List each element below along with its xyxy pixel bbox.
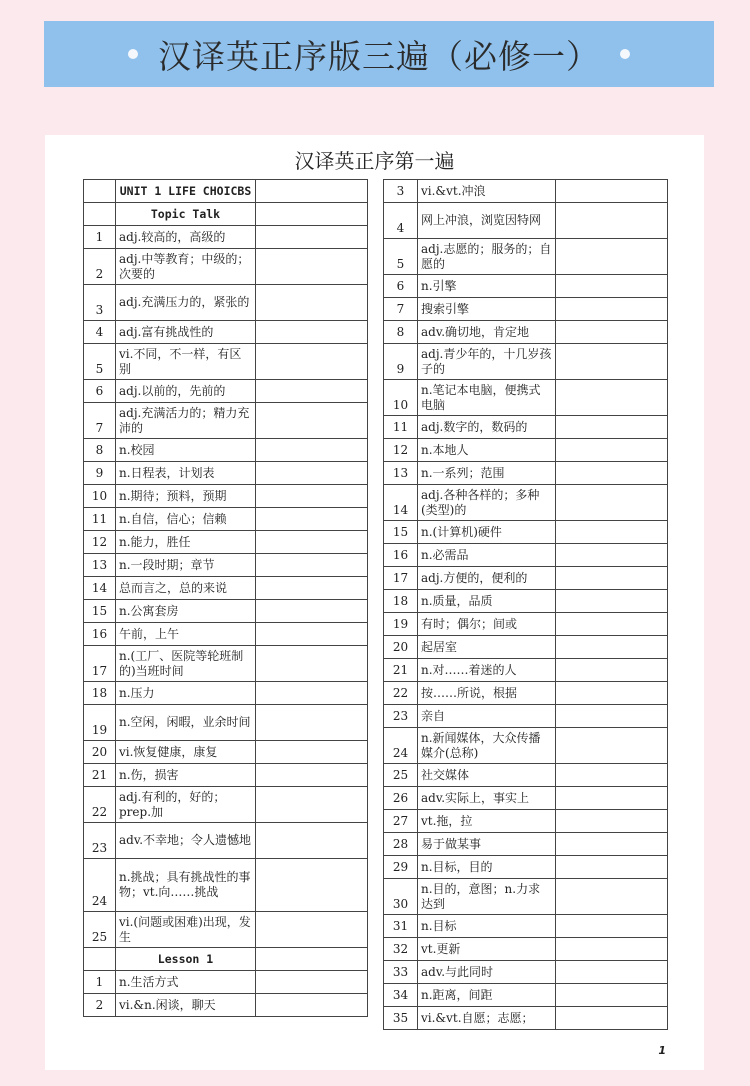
chinese-definition: adj.充满压力的，紧张的 [116,285,256,321]
answer-cell [556,879,668,915]
table-row [84,249,368,285]
row-number: 3 [84,285,116,321]
table-row [384,567,668,590]
table-row [84,439,368,462]
row-number: 1 [84,226,116,249]
row-number: 21 [384,659,418,682]
answer-cell [556,764,668,787]
answer-cell [256,859,368,912]
answer-cell [556,180,668,203]
chinese-definition: adv.与此同时 [418,961,556,984]
row-number: 16 [84,623,116,646]
answer-cell [556,728,668,764]
chinese-definition: 总而言之，总的来说 [116,577,256,600]
table-row [84,531,368,554]
answer-cell [256,577,368,600]
row-number: 19 [84,705,116,741]
row-number: 3 [384,180,418,203]
table-row [384,764,668,787]
answer-cell [556,521,668,544]
row-number: 18 [84,682,116,705]
chinese-definition: vt.拖，拉 [418,810,556,833]
chinese-definition: n.空闲，闲暇，业余时间 [116,705,256,741]
chinese-definition: 午前，上午 [116,623,256,646]
row-number: 25 [384,764,418,787]
answer-cell [556,856,668,879]
table-row [384,984,668,1007]
chinese-definition: n.目的，意图；n.力求达到 [418,879,556,915]
answer-cell [556,1007,668,1030]
table-row [84,912,368,948]
table-row [84,577,368,600]
table-row [84,623,368,646]
row-number: 24 [84,859,116,912]
row-number: 13 [384,462,418,485]
row-number: 17 [84,646,116,682]
answer-cell [256,823,368,859]
row-number: 6 [84,380,116,403]
chinese-definition: n.对……着迷的人 [418,659,556,682]
chinese-definition: adv.确切地，肯定地 [418,321,556,344]
chinese-definition: vi.&n.闲谈，聊天 [116,994,256,1017]
chinese-definition: adj.较高的，高级的 [116,226,256,249]
table-row [384,613,668,636]
table-row [84,741,368,764]
row-number: 28 [384,833,418,856]
chinese-definition: 搜索引擎 [418,298,556,321]
chinese-definition: adj.数字的，数码的 [418,416,556,439]
chinese-definition: n.引擎 [418,275,556,298]
chinese-definition: 网上冲浪，浏览因特网 [418,203,556,239]
chinese-definition: adj.有利的，好的；prep.加 [116,787,256,823]
row-number: 24 [384,728,418,764]
row-number [84,180,116,203]
chinese-definition: n.日程表，计划表 [116,462,256,485]
row-number: 4 [384,203,418,239]
vocab-table-right [383,179,668,1030]
answer-cell [556,416,668,439]
row-number: 9 [384,344,418,380]
table-row [384,416,668,439]
answer-cell [256,646,368,682]
table-row [84,682,368,705]
row-number: 27 [384,810,418,833]
section-heading: Topic Talk [116,203,256,226]
table-row [84,705,368,741]
row-number: 12 [84,531,116,554]
chinese-definition: 易于做某事 [418,833,556,856]
row-number: 23 [384,705,418,728]
chinese-definition: 起居室 [418,636,556,659]
answer-cell [556,915,668,938]
answer-cell [556,613,668,636]
answer-cell [556,787,668,810]
chinese-definition: adv.实际上，事实上 [418,787,556,810]
row-number: 11 [84,508,116,531]
table-row [384,544,668,567]
answer-cell [256,682,368,705]
row-number: 35 [384,1007,418,1030]
table-row [84,823,368,859]
chinese-definition: vi.&vt.自愿；志愿； [418,1007,556,1030]
table-row [384,298,668,321]
banner-dot-right [620,49,630,59]
chinese-definition: n.目标，目的 [418,856,556,879]
answer-cell [256,600,368,623]
row-number: 20 [84,741,116,764]
table-row [384,833,668,856]
table-row [384,728,668,764]
answer-cell [556,961,668,984]
row-number: 7 [84,403,116,439]
chinese-definition: n.伤，损害 [116,764,256,787]
chinese-definition: n.质量，品质 [418,590,556,613]
row-number: 33 [384,961,418,984]
table-row [384,961,668,984]
table-row [384,938,668,961]
table-row [84,646,368,682]
answer-cell [256,485,368,508]
row-number: 7 [384,298,418,321]
chinese-definition: adj.中等教育；中级的；次要的 [116,249,256,285]
answer-cell [556,938,668,961]
row-number: 11 [384,416,418,439]
answer-cell [256,462,368,485]
section-heading-row [84,203,368,226]
document-title: 汉译英正序第一遍 [294,149,455,173]
table-row [384,787,668,810]
answer-cell [556,567,668,590]
page-number: 1 [658,1044,666,1057]
row-number: 9 [84,462,116,485]
chinese-definition: n.(工厂、医院等轮班制的)当班时间 [116,646,256,682]
answer-cell [256,531,368,554]
chinese-definition: n.生活方式 [116,971,256,994]
row-number: 14 [84,577,116,600]
answer-cell [256,321,368,344]
row-number: 15 [384,521,418,544]
chinese-definition: adj.青少年的，十几岁孩子的 [418,344,556,380]
row-number: 16 [384,544,418,567]
row-number: 13 [84,554,116,577]
table-row [384,380,668,416]
answer-cell [556,380,668,416]
chinese-definition: n.目标 [418,915,556,938]
table-row [84,226,368,249]
row-number [84,203,116,226]
answer-cell [256,344,368,380]
section-heading-row [84,948,368,971]
answer-cell [556,344,668,380]
table-row [84,403,368,439]
row-number: 10 [84,485,116,508]
table-row [84,344,368,380]
chinese-definition: n.一段时期；章节 [116,554,256,577]
chinese-definition: n.期待；预料，预期 [116,485,256,508]
table-row [384,203,668,239]
chinese-definition: n.必需品 [418,544,556,567]
chinese-definition: adj.充满活力的；精力充沛的 [116,403,256,439]
answer-cell [556,439,668,462]
answer-cell [556,321,668,344]
banner-title: 汉译英正序版三遍（必修一） [158,36,600,76]
table-row [84,764,368,787]
answer-cell [256,554,368,577]
table-row [384,344,668,380]
answer-cell [556,462,668,485]
table-row [384,462,668,485]
answer-cell [256,249,368,285]
table-row [84,971,368,994]
table-row [384,275,668,298]
table-row [384,659,668,682]
chinese-definition: 社交媒体 [418,764,556,787]
chinese-definition: vi.(问题或困难)出现，发生 [116,912,256,948]
row-number: 14 [384,485,418,521]
chinese-definition: adv.不幸地；令人遗憾地 [116,823,256,859]
chinese-definition: vi.恢复健康，康复 [116,741,256,764]
row-number: 17 [384,567,418,590]
chinese-definition: adj.方便的，便利的 [418,567,556,590]
table-row [384,180,668,203]
row-number: 15 [84,600,116,623]
row-number: 29 [384,856,418,879]
chinese-definition: adj.富有挑战性的 [116,321,256,344]
chinese-definition: n.本地人 [418,439,556,462]
table-row [84,600,368,623]
answer-cell [256,380,368,403]
row-number: 19 [384,613,418,636]
table-row [84,554,368,577]
row-number: 10 [384,380,418,416]
table-row [384,521,668,544]
answer-cell [556,984,668,1007]
row-number: 30 [384,879,418,915]
row-number: 34 [384,984,418,1007]
table-row [84,994,368,1017]
answer-cell [256,705,368,741]
row-number: 6 [384,275,418,298]
answer-cell [256,226,368,249]
chinese-definition: adj.以前的，先前的 [116,380,256,403]
row-number: 22 [84,787,116,823]
chinese-definition: n.自信，信心；信赖 [116,508,256,531]
table-row [84,508,368,531]
chinese-definition: vi.&vt.冲浪 [418,180,556,203]
table-row [384,879,668,915]
chinese-definition: n.压力 [116,682,256,705]
chinese-definition: 有时；偶尔；间或 [418,613,556,636]
chinese-definition: 按……所说，根据 [418,682,556,705]
row-number: 2 [84,994,116,1017]
row-number: 2 [84,249,116,285]
answer-cell [556,705,668,728]
chinese-definition: n.能力，胜任 [116,531,256,554]
answer-cell [556,682,668,705]
table-row [384,810,668,833]
section-heading-row [84,180,368,203]
table-row [84,321,368,344]
row-number: 22 [384,682,418,705]
answer-cell [556,203,668,239]
row-number: 32 [384,938,418,961]
table-row [384,590,668,613]
answer-cell [556,275,668,298]
answer-cell [556,833,668,856]
answer-cell [556,659,668,682]
answer-cell [556,590,668,613]
row-number: 4 [84,321,116,344]
row-number [84,948,116,971]
chinese-definition: adj.各种各样的；多种(类型)的 [418,485,556,521]
row-number: 23 [84,823,116,859]
table-row [84,285,368,321]
row-number: 26 [384,787,418,810]
chinese-definition: n.公寓套房 [116,600,256,623]
answer-cell [256,439,368,462]
section-heading: Lesson 1 [116,948,256,971]
answer-cell [256,787,368,823]
chinese-definition: vi.不同，不一样，有区别 [116,344,256,380]
answer-cell [256,741,368,764]
answer-cell [556,544,668,567]
row-number: 25 [84,912,116,948]
vocab-table-left [83,179,368,1017]
answer-cell [256,971,368,994]
answer-cell [556,636,668,659]
chinese-definition: n.一系列；范围 [418,462,556,485]
row-number: 18 [384,590,418,613]
table-row [384,321,668,344]
answer-cell [256,403,368,439]
table-row [384,1007,668,1030]
row-number: 12 [384,439,418,462]
answer-cell [556,239,668,275]
chinese-definition: n.(计算机)硬件 [418,521,556,544]
row-number: 1 [84,971,116,994]
chinese-definition: n.距离，间距 [418,984,556,1007]
chinese-definition: n.挑战；具有挑战性的事物；vt.向……挑战 [116,859,256,912]
table-row [384,915,668,938]
answer-cell [256,764,368,787]
table-row [384,856,668,879]
section-heading: UNIT 1 LIFE CHOICBS [116,180,256,203]
table-row [84,485,368,508]
row-number: 21 [84,764,116,787]
answer-cell [256,508,368,531]
row-number: 20 [384,636,418,659]
table-row [84,380,368,403]
table-row [384,705,668,728]
chinese-definition: n.校园 [116,439,256,462]
chinese-definition: 亲自 [418,705,556,728]
row-number: 5 [384,239,418,275]
table-row [384,636,668,659]
answer-cell [556,810,668,833]
answer-cell [256,203,368,226]
table-row [384,682,668,705]
table-row [384,239,668,275]
table-row [384,439,668,462]
title-banner [44,21,714,87]
banner-dot-left [128,49,138,59]
chinese-definition: n.新闻媒体，大众传播媒介(总称) [418,728,556,764]
table-row [384,485,668,521]
answer-cell [556,485,668,521]
row-number: 31 [384,915,418,938]
answer-cell [256,180,368,203]
document-page [45,135,704,1070]
answer-cell [256,912,368,948]
answer-cell [256,285,368,321]
row-number: 5 [84,344,116,380]
table-row [84,787,368,823]
table-row [84,859,368,912]
answer-cell [256,948,368,971]
answer-cell [556,298,668,321]
row-number: 8 [84,439,116,462]
table-row [84,462,368,485]
chinese-definition: n.笔记本电脑，便携式电脑 [418,380,556,416]
chinese-definition: adj.志愿的；服务的；自愿的 [418,239,556,275]
row-number: 8 [384,321,418,344]
answer-cell [256,623,368,646]
answer-cell [256,994,368,1017]
chinese-definition: vt.更新 [418,938,556,961]
